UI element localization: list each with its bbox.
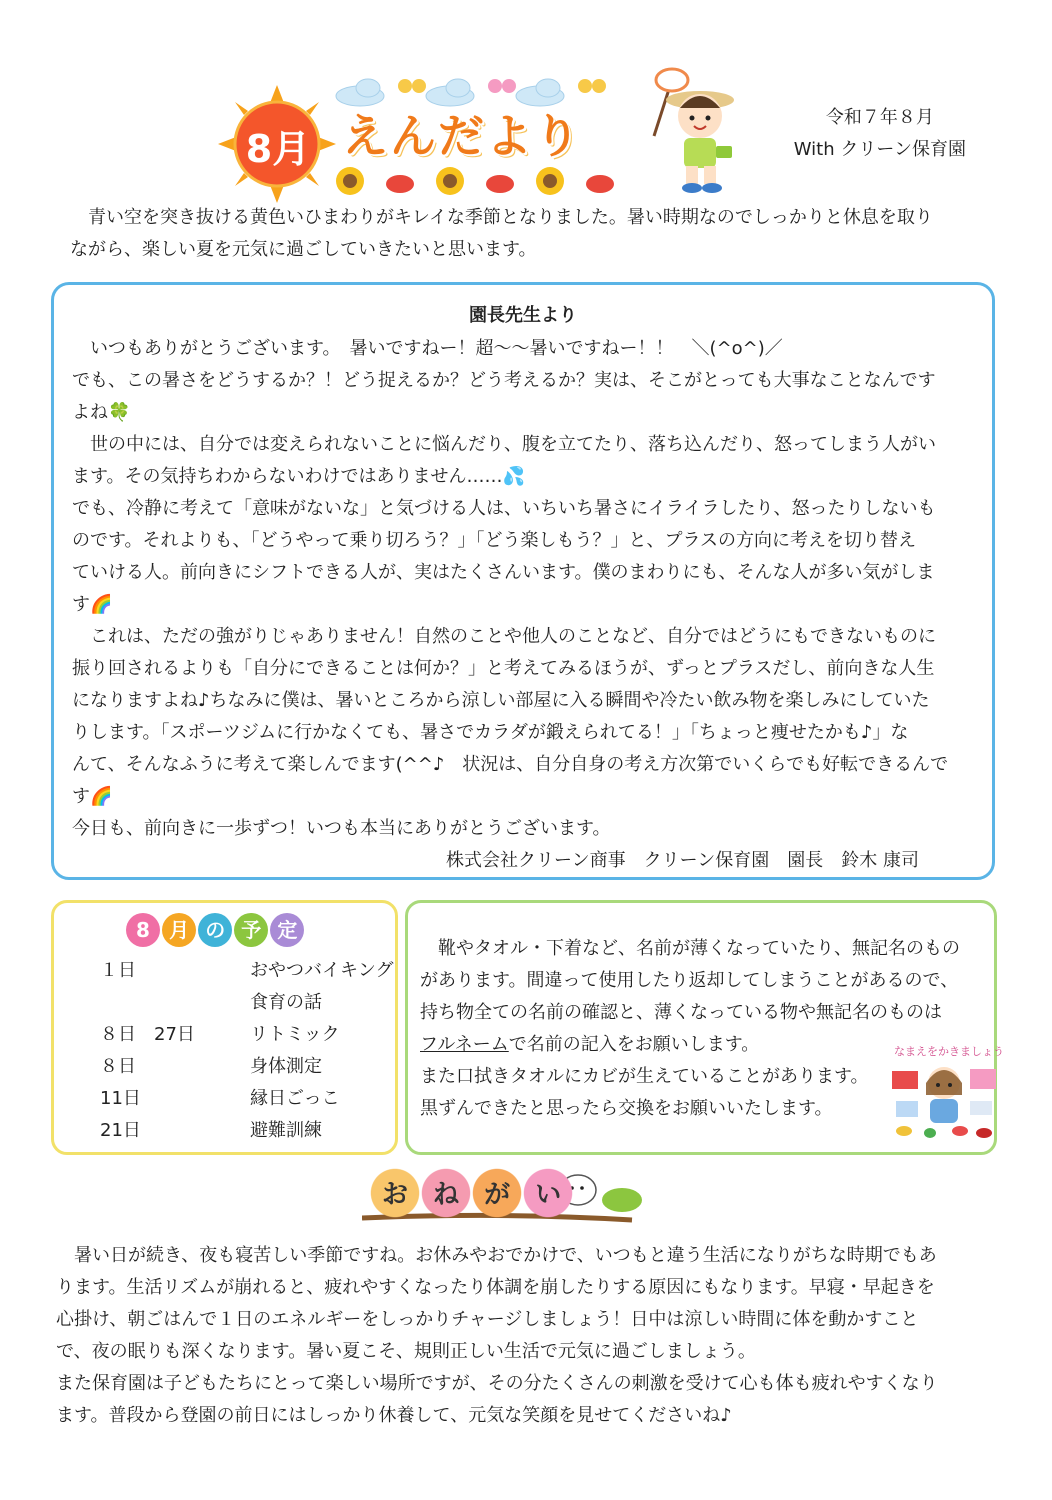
principal-line: ていける人。前向きにシフトできる人が、実はたくさんいます。僕のまわりにも、そんな人が多い気がしま: [72, 562, 935, 583]
schedule-day: 21日: [100, 1120, 141, 1141]
schedule-event: 縁日ごっこ: [250, 1088, 340, 1109]
principal-line: んて、そんなふうに考えて楽しんでます(^^♪ 状況は、自分自身の考え方次第でいくらでも好転できるんで: [72, 754, 949, 775]
principal-line: す🌈: [72, 594, 113, 615]
schedule-event: 食育の話: [250, 992, 322, 1013]
onegai-line: また保育園は子どもたちにとって楽しい場所ですが、その分たくさんの刺激を受けて心も体も疲れやすくなり: [56, 1373, 938, 1394]
principal-line: でも、冷静に考えて「意味がないな」と気づける人は、いちいち暑さにイライラしたり、怒ったりしないも: [72, 498, 936, 519]
onegai-line: で、夜の眠りも深くなります。暑い夏こそ、規則正しい生活で元気に過ごしましょう。: [56, 1341, 756, 1362]
principal-line: よね🍀: [72, 402, 131, 423]
schedule-title-char: 8: [126, 913, 160, 947]
schedule-day: ８日: [100, 1056, 136, 1077]
schedule-title-char: 予: [234, 913, 268, 947]
principal-line: 世の中には、自分では変えられないことに悩んだり、腹を立てたり、落ち込んだり、怒ってしまう人がい: [72, 434, 936, 455]
principal-line: 今日も、前向きに一歩ずつ！いつも本当にありがとうございます。: [72, 818, 611, 839]
onegai-line: 心掛け、朝ごはんで１日のエネルギーをしっかりチャージしましょう！日中は涼しい時間に体を動かすこと: [56, 1309, 919, 1330]
principal-line: のです。それよりも、「どうやって乗り切ろう？」「どう楽しもう？」と、プラスの方向に考えを切り替え: [72, 530, 917, 551]
onegai-char: ね: [433, 1180, 460, 1210]
name-illustration-caption: なまえをかきましょう: [894, 1045, 1004, 1058]
onegai-line: ます。普段から登園の前日にはしっかり休養して、元気な笑顔を見せてくださいね♪: [56, 1405, 732, 1426]
boy-with-net-icon: [640, 66, 750, 196]
principal-line: いつもありがとうございます。 暑いですねー！超〜〜暑いですねー！！ ＼(^o^)／: [72, 338, 783, 359]
principal-body: [72, 333, 982, 877]
intro-paragraph: [70, 202, 990, 266]
notice-line: があります。間違って使用したり返却してしまうことがあるので、: [420, 970, 959, 991]
onegai-title-char: [468, 1164, 526, 1222]
notice-line: 持ち物全ての名前の確認と、薄くなっている物や無記名のものは: [420, 1002, 942, 1023]
schedule-title: [126, 913, 301, 947]
principal-heading: 園長先生より: [469, 305, 577, 326]
onegai-line: ります。生活リズムが崩れると、疲れやすくなったり体調を崩したりする原因にもなります。早寝・早起きを: [56, 1277, 935, 1298]
notice-line: また口拭きタオルにカビが生えていることがあります。: [420, 1066, 869, 1087]
onegai-char: が: [484, 1180, 511, 1210]
schedule-day: ８日 27日: [100, 1024, 195, 1045]
school-name: With クリーン保育園: [793, 139, 966, 160]
girl-with-clothes-icon: [890, 1061, 998, 1141]
intro-line: 青い空を突き抜ける黄色いひまわりがキレイな季節となりました。暑い時期なのでしっかりと休息を取り: [70, 207, 933, 228]
schedule-day: 11日: [100, 1088, 141, 1109]
onegai-char: い: [535, 1180, 562, 1210]
schedule-event: 避難訓練: [250, 1120, 322, 1141]
name-notice-box: [405, 900, 1004, 1155]
principal-line: りします。「スポーツジムに行かなくても、暑さでカラダが鍛えられてる！」「ちょっと痩せたかも♪」な: [72, 722, 909, 743]
notice-line-rest: で名前の記入をお願いします。: [508, 1034, 760, 1055]
issue-date: 令和７年８月: [825, 107, 934, 128]
principal-line: ます。その気持ちわからないわけではありません……💦: [72, 466, 525, 487]
notice-line: 靴やタオル・下着など、名前が薄くなっていたり、無記名のもの: [420, 938, 960, 959]
principal-line: になりますよね♪ちなみに僕は、暑いところから涼しい部屋に入る瞬間や冷たい飲み物を楽しみにしていた: [72, 690, 930, 711]
notice-line: 黒ずんできたと思ったら交換をお願いいたします。: [420, 1098, 833, 1119]
newsletter-title: えんだより: [342, 109, 582, 163]
month-badge: 8月: [245, 127, 311, 171]
schedule-title-char: の: [198, 913, 232, 947]
onegai-heading: [362, 1164, 652, 1234]
principal-message-box: [51, 282, 995, 880]
leaf-icon: [598, 1184, 644, 1216]
schedule-event: おやつバイキング: [250, 960, 394, 981]
schedule-box: [51, 900, 398, 1155]
onegai-title-char: [519, 1164, 577, 1222]
principal-line: す🌈: [72, 786, 113, 807]
onegai-paragraph: [56, 1240, 996, 1432]
schedule-title-char: 月: [162, 913, 196, 947]
schedule-title-char: 定: [270, 913, 304, 947]
principal-line: これは、ただの強がりじゃありません！自然のことや他人のことなど、自分ではどうにもできないものに: [72, 626, 936, 647]
onegai-title-char: [417, 1164, 475, 1222]
fullname-emphasis: フルネーム: [420, 1034, 509, 1055]
issue-info: [794, 102, 966, 166]
onegai-line: 暑い日が続き、夜も寝苦しい季節ですね。お休みやおでかけで、いつもと違う生活になりがちな時期でもあ: [56, 1245, 937, 1266]
decoration-sunflowers-icon: [330, 164, 640, 198]
schedule-day: １日: [100, 960, 136, 981]
schedule-event: リトミック: [250, 1024, 340, 1045]
principal-line: 振り回されるよりも「自分にできることは何か？」と考えてみるほうが、ずっとプラスだし、前向きな人生: [72, 658, 935, 679]
principal-line: でも、この暑さをどうするか？！どう捉えるか？どう考えるか？実は、そこがとっても大事なことなんです: [72, 370, 936, 391]
schedule-event: 身体測定: [250, 1056, 322, 1077]
onegai-char: お: [381, 1180, 408, 1210]
principal-signature: 株式会社クリーン商事 クリーン保育園 園長 鈴木 康司: [446, 850, 919, 871]
onegai-title-char: [366, 1164, 424, 1222]
intro-line: ながら、楽しい夏を元気に過ごしていきたいと思います。: [70, 239, 537, 260]
